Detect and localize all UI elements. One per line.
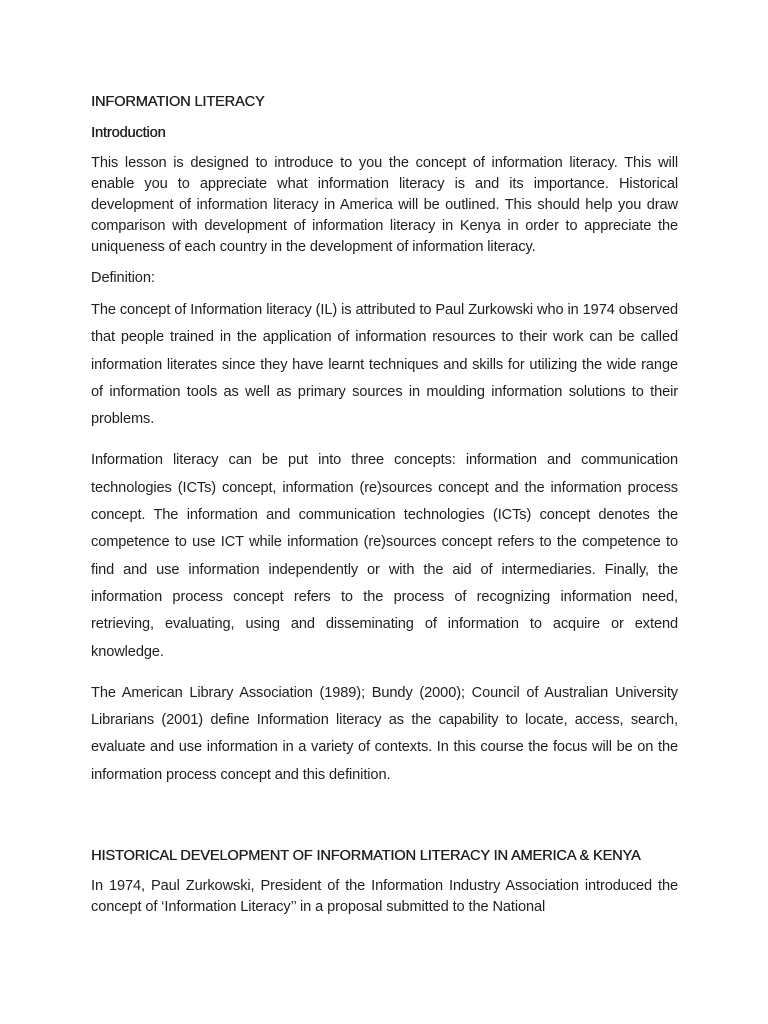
history-paragraph: In 1974, Paul Zurkowski, President of the Information Industry Association introduced the concept of ‘Information Literacy’’ in a proposal submitted to the National	[91, 878, 678, 916]
document-page	[91, 92, 678, 918]
definition-paragraph-2: Information literacy can be put into three concepts: information and communication technologies (ICTs) concept, information (re)sources concept and the information process concept. The information and communication technologies (ICTs) concept denotes the competence to use ICT while information (re)sources concept refers to the competence to find and use information independently or with the aid of intermediaries. Finally, the information process concept refers to the process of recognizing information need, retrieving, evaluating, using and disseminating of information to acquire or extend knowledge.	[91, 452, 678, 660]
intro-heading: Introduction	[91, 125, 166, 141]
definition-paragraph-1: The concept of Information literacy (IL) is attributed to Paul Zurkowski who in 1974 observed that people trained in the application of information resources to their work can be called information literates since they have learnt techniques and skills for utilizing the wide range of information tools as well as primary sources in moulding information solutions to their problems.	[91, 302, 678, 428]
history-heading: HISTORICAL DEVELOPMENT OF INFORMATION LITERACY IN AMERICA & KENYA	[91, 848, 641, 865]
document-title: INFORMATION LITERACY	[91, 94, 265, 110]
definition-label: Definition:	[91, 270, 155, 286]
intro-paragraph: This lesson is designed to introduce to you the concept of information literacy. This will enable you to appreciate what information literacy is and its importance. Historical development of information literacy in America will be outlined. This should help you draw comparison with development of information literacy in Kenya in order to appreciate the uniqueness of each country in the development of information literacy.	[91, 155, 678, 255]
definition-paragraph-3: The American Library Association (1989); Bundy (2000); Council of Australian University Librarians (2001) define Information literacy as the capability to locate, access, search, evaluate and use information in a variety of contexts. In this course the focus will be on the information process concept and this definition.	[91, 684, 678, 783]
